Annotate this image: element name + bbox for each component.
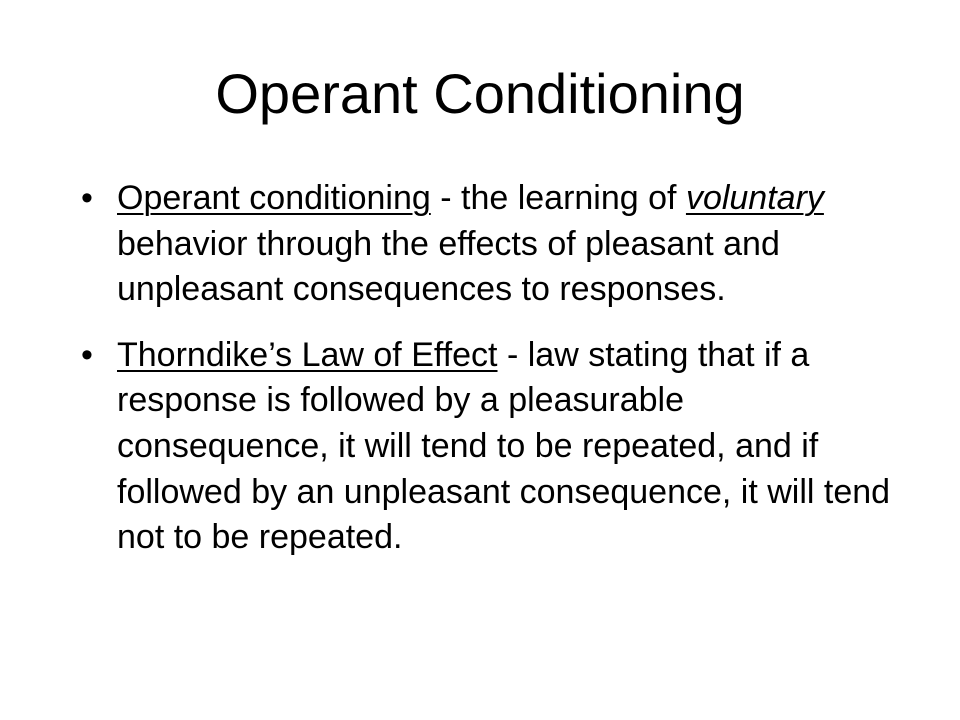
definition-text-part2: behavior through the effects of pleasant and unpleasant consequences to responses. <box>117 224 780 309</box>
bullet-list <box>0 176 960 561</box>
bullet-dot-icon: • <box>81 179 93 217</box>
slide-title: Operant Conditioning <box>215 62 745 125</box>
term-operant-conditioning: Operant conditioning <box>117 179 431 217</box>
emphasis-voluntary: voluntary <box>685 179 824 217</box>
bullet-dot-icon: • <box>81 335 93 374</box>
term-law-of-effect: Thorndike’s Law of Effect <box>117 335 498 374</box>
definition-text-part1: - the learning of <box>430 179 686 217</box>
bullet-operant-conditioning <box>0 176 960 313</box>
definition-text-law-of-effect: - law stating that if a response is followed by a pleasurable consequence, it will tend to be repeated, and if followed by an unpleasant consequence, it will tend not to be repeated. <box>117 335 891 557</box>
bullet-law-of-effect <box>0 333 960 561</box>
